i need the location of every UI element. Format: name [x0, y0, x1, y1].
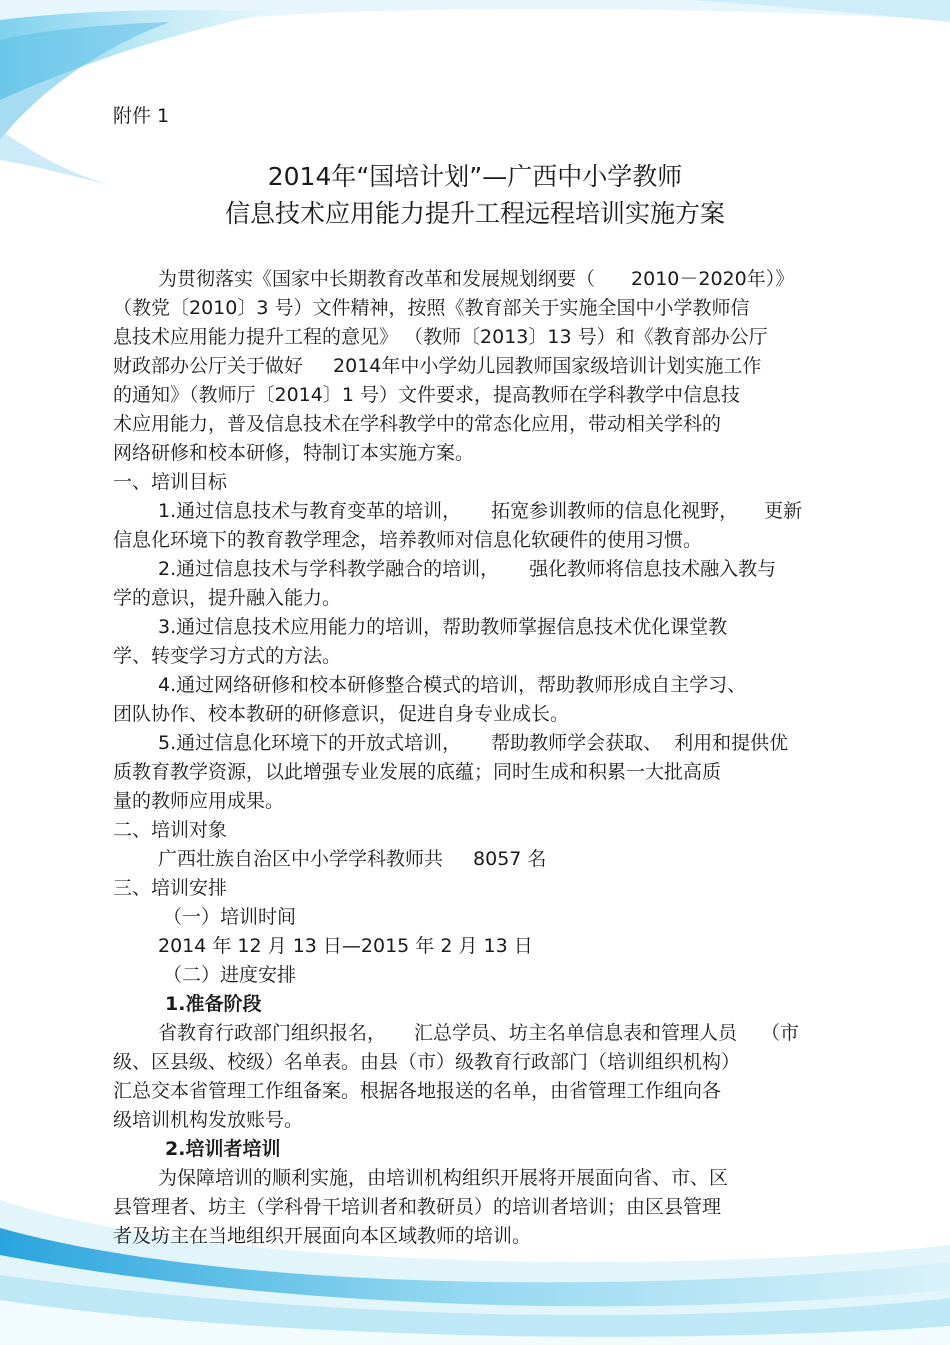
intro-segment: 2014年中小学幼儿园教师国家级培训计划实施工作 — [333, 355, 762, 377]
stage-line — [158, 1022, 799, 1044]
audience-line — [158, 848, 546, 870]
stage-line: 汇总交本省管理工作组备案。根据各地报送的名单，由省管理工作组向各 — [113, 1080, 722, 1102]
goal-segment: 5.通过信息化环境下的开放式培训， — [158, 732, 462, 754]
annex-label: 附件 1 — [113, 105, 170, 127]
intro-segment: 2010－2020年）》 — [631, 268, 795, 290]
intro-line — [113, 355, 761, 377]
goal-segment: 拓宽参训教师的信息化视野， — [491, 500, 739, 522]
intro-segment: 为贯彻落实《国家中长期教育改革和发展规划纲要（ — [158, 268, 596, 290]
goal-line: 量的教师应用成果。 — [113, 790, 285, 812]
goal-segment: 2.通过信息技术与学科教学融合的培训， — [158, 558, 500, 580]
intro-line: 的通知》（教师厅〔2014〕1 号）文件要求，提高教师在学科教学中信息技 — [113, 384, 740, 406]
goal-segment: 利用和提供优 — [674, 732, 789, 754]
audience-segment: 广西壮族自治区中小学学科教师共 — [158, 848, 444, 870]
subheading-time: （一）培训时间 — [163, 906, 297, 928]
goal-line: 学的意识，提升融入能力。 — [113, 587, 342, 609]
stage-line: 为保障培训的顺利实施，由培训机构组织开展将开展面向省、市、区 — [158, 1167, 729, 1189]
goal-segment: 更新 — [764, 500, 803, 522]
goal-line — [158, 558, 776, 580]
goal-segment: 1.通过信息技术与教育变革的培训， — [158, 500, 462, 522]
stage-title: 1.准备阶段 — [165, 993, 262, 1015]
goal-line: 学、转变学习方式的方法。 — [113, 645, 342, 667]
intro-line: （教党〔2010〕3 号）文件精神，按照《教育部关于实施全国中小学教师信 — [113, 297, 750, 319]
intro-segment: 财政部办公厅关于做好 — [113, 355, 304, 377]
stage-line: 级、区县级、校级）名单表。由县（市）级教育行政部门（培训组织机构） — [113, 1051, 741, 1073]
stage-segment: 汇总学员、坊主名单信息表和管理人员 — [414, 1022, 738, 1044]
stage-line: 者及坊主在当地组织开展面向本区域教师的培训。 — [113, 1225, 532, 1247]
stage-segment: 省教育行政部门组织报名， — [158, 1022, 387, 1044]
time-range: 2014 年 12 月 13 日—2015 年 2 月 13 日 — [158, 935, 533, 957]
subheading-progress: （二）进度安排 — [163, 964, 297, 986]
stage-title: 2.培训者培训 — [165, 1138, 281, 1160]
goal-segment: 强化教师将信息技术融入教与 — [529, 558, 777, 580]
intro-line — [158, 268, 794, 290]
goal-line: 3.通过信息技术应用能力的培训，帮助教师掌握信息技术优化课堂教 — [158, 616, 728, 638]
goal-segment: 帮助教师学会获取、 — [491, 732, 663, 754]
goal-line: 团队协作、校本教研的研修意识，促进自身专业成长。 — [113, 703, 570, 725]
section-heading-audience: 二、培训对象 — [113, 819, 228, 841]
section-heading-schedule: 三、培训安排 — [113, 877, 228, 899]
goal-line: 4.通过网络研修和校本研修整合模式的培训，帮助教师形成自主学习、 — [158, 674, 747, 696]
stage-line: 级培训机构发放账号。 — [113, 1109, 304, 1131]
section-heading-goals: 一、培训目标 — [113, 471, 228, 493]
stage-segment: （市 — [761, 1022, 800, 1044]
goal-line: 质教育教学资源，以此增强专业发展的底蕴；同时生成和积累一大批高质 — [113, 761, 722, 783]
goal-line: 信息化环境下的教育教学理念，培养教师对信息化软硬件的使用习惯。 — [113, 529, 703, 551]
intro-line: 术应用能力，普及信息技术在学科教学中的常态化应用，带动相关学科的 — [113, 413, 722, 435]
intro-line: 息技术应用能力提升工程的意见》 （教师〔2013〕13 号）和《教育部办公厅 — [113, 326, 768, 348]
title-line-2: 信息技术应用能力提升工程远程培训实施方案 — [224, 199, 725, 228]
stage-line: 县管理者、坊主（学科骨干培训者和教研员）的培训者培训；由区县管理 — [113, 1196, 722, 1218]
audience-segment: 8057 名 — [473, 848, 547, 870]
goal-line — [158, 732, 788, 754]
intro-line: 网络研修和校本研修，特制订本实施方案。 — [113, 442, 475, 464]
title-line-1: 2014年“国培计划”—广西中小学教师 — [267, 162, 683, 191]
goal-line — [158, 500, 802, 522]
